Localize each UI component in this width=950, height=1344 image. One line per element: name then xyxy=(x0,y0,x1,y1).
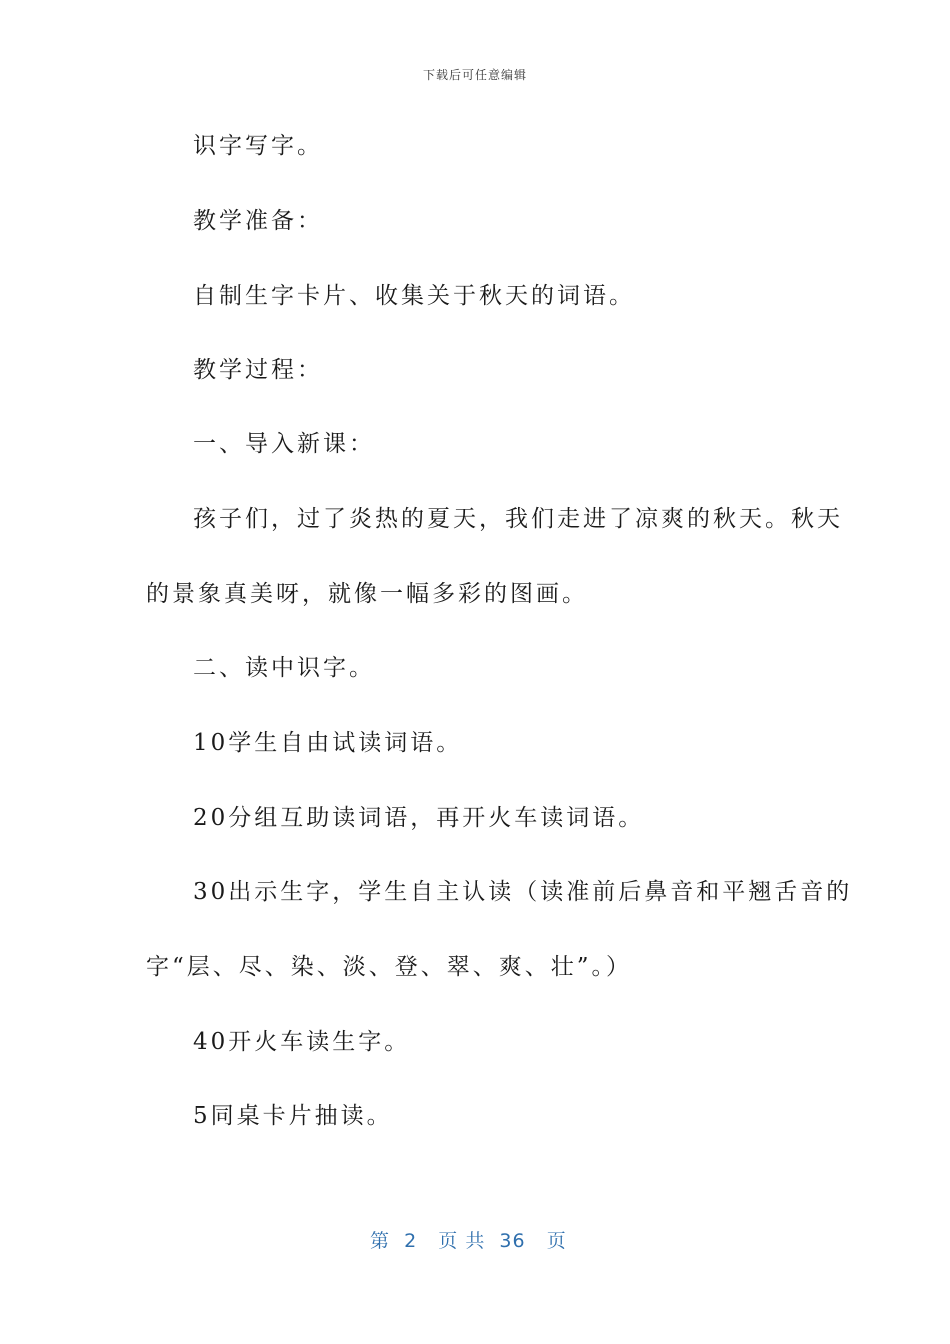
paragraph-line: 20分组互助读词语，再开火车读词语。 xyxy=(193,805,645,831)
paragraph-line: 30出示生字，学生自主认读（读准前后鼻音和平翘舌音的 xyxy=(193,879,853,905)
paragraph-line: 一、导入新课： xyxy=(193,431,375,457)
paragraph-line: 教学过程： xyxy=(193,357,323,383)
page-number-footer: 第 2 页 共 36 页 xyxy=(370,1230,567,1252)
paragraph-line: 教学准备： xyxy=(193,208,323,234)
paragraph-line: 自制生字卡片、收集关于秋天的词语。 xyxy=(193,283,635,309)
paragraph-line: 二、读中识字。 xyxy=(193,655,375,681)
paragraph-line: 的景象真美呀，就像一幅多彩的图画。 xyxy=(146,581,588,607)
paragraph-line: 字“层、尽、染、淡、登、翠、爽、壮”。） xyxy=(146,954,633,980)
header-note: 下载后可任意编辑 xyxy=(422,68,527,82)
paragraph-line: 孩子们，过了炎热的夏天，我们走进了凉爽的秋天。秋天 xyxy=(193,506,843,532)
paragraph-line: 识字写字。 xyxy=(193,133,323,159)
paragraph-line: 5同桌卡片抽读。 xyxy=(193,1103,393,1129)
paragraph-line: 40开火车读生字。 xyxy=(193,1029,411,1055)
paragraph-line: 10学生自由试读词语。 xyxy=(193,730,463,756)
